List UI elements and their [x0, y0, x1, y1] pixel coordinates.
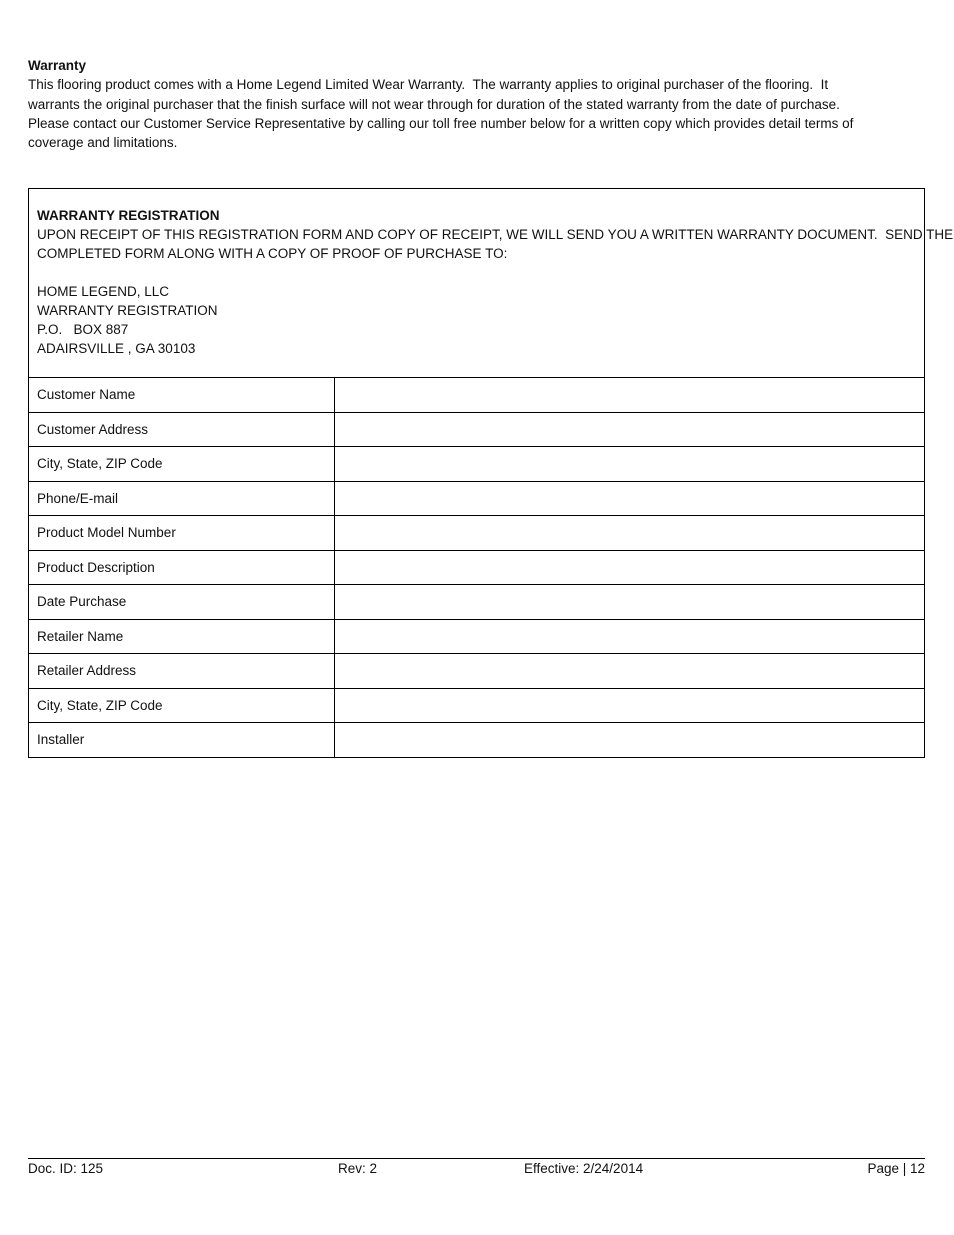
field-value-installer[interactable]: [335, 723, 925, 757]
table-row: [29, 481, 924, 516]
field-label-customer-city-state-zip: City, State, ZIP Code: [29, 447, 335, 482]
field-value-customer-name[interactable]: [335, 378, 925, 412]
warranty-text-line-4: coverage and limitations.: [28, 135, 178, 151]
field-label-customer-name: Customer Name: [29, 378, 335, 412]
warranty-title: Warranty: [28, 58, 87, 73]
footer-doc-id: Doc. ID: 125: [28, 1161, 104, 1176]
registration-fields-table: [29, 378, 924, 757]
table-row: [29, 550, 924, 585]
field-label-date-purchase: Date Purchase: [29, 585, 335, 620]
field-value-phone-email[interactable]: [335, 481, 925, 516]
warranty-text-line-1: This flooring product comes with a Home Legend Limited Wear Warranty. The warranty applies to original purchaser of the flooring. It: [28, 77, 829, 93]
field-label-retailer-city-state-zip: City, State, ZIP Code: [29, 688, 335, 723]
footer-page-number: Page | 12: [867, 1161, 925, 1176]
field-label-product-description: Product Description: [29, 550, 335, 585]
field-label-product-model-number: Product Model Number: [29, 516, 335, 551]
table-row: [29, 688, 924, 723]
field-label-retailer-name: Retailer Name: [29, 619, 335, 654]
mailing-address-line-3: P.O. BOX 887: [37, 322, 129, 337]
field-value-customer-city-state-zip[interactable]: [335, 447, 925, 482]
field-value-retailer-name[interactable]: [335, 619, 925, 654]
table-row: [29, 585, 924, 620]
registration-instructions-line-2: COMPLETED FORM ALONG WITH A COPY OF PROOF OF PURCHASE TO:: [37, 246, 508, 261]
mailing-address-line-1: HOME LEGEND, LLC: [37, 284, 170, 299]
warranty-section: [28, 56, 918, 152]
field-label-retailer-address: Retailer Address: [29, 654, 335, 689]
registration-instructions-line-1: UPON RECEIPT OF THIS REGISTRATION FORM AND COPY OF RECEIPT, WE WILL SEND YOU A WRITTEN WARRANTY DOCUMENT. SEND THE: [37, 227, 954, 242]
footer-effective-date: Effective: 2/24/2014: [524, 1161, 644, 1176]
table-row: [29, 516, 924, 551]
page-footer: [28, 1158, 925, 1183]
field-value-product-model-number[interactable]: [335, 516, 925, 551]
table-row: [29, 619, 924, 654]
field-value-date-purchase[interactable]: [335, 585, 925, 620]
field-value-product-description[interactable]: [335, 550, 925, 585]
warranty-text-line-2: warrants the original purchaser that the finish surface will not wear through for duration of the stated warranty from the date of purchase.: [28, 96, 840, 112]
table-row: [29, 412, 924, 447]
warranty-text-line-3: Please contact our Customer Service Representative by calling our toll free number below for a written copy which provides detail terms of: [28, 115, 854, 131]
registration-title: WARRANTY REGISTRATION: [37, 208, 220, 223]
warranty-registration-form: [28, 188, 954, 758]
field-label-installer: Installer: [29, 723, 335, 757]
spacer: [37, 263, 916, 282]
field-label-customer-address: Customer Address: [29, 412, 335, 447]
registration-header: [29, 189, 954, 378]
table-row: [29, 447, 924, 482]
footer-revision: Rev: 2: [338, 1161, 378, 1176]
field-value-retailer-city-state-zip[interactable]: [335, 688, 925, 723]
field-label-phone-email: Phone/E-mail: [29, 481, 335, 516]
mailing-address-line-2: WARRANTY REGISTRATION: [37, 303, 218, 318]
field-value-customer-address[interactable]: [335, 412, 925, 447]
table-row: [29, 654, 924, 689]
mailing-address-line-4: ADAIRSVILLE , GA 30103: [37, 341, 196, 356]
table-row: [29, 378, 924, 412]
field-value-retailer-address[interactable]: [335, 654, 925, 689]
table-row: [29, 723, 924, 757]
